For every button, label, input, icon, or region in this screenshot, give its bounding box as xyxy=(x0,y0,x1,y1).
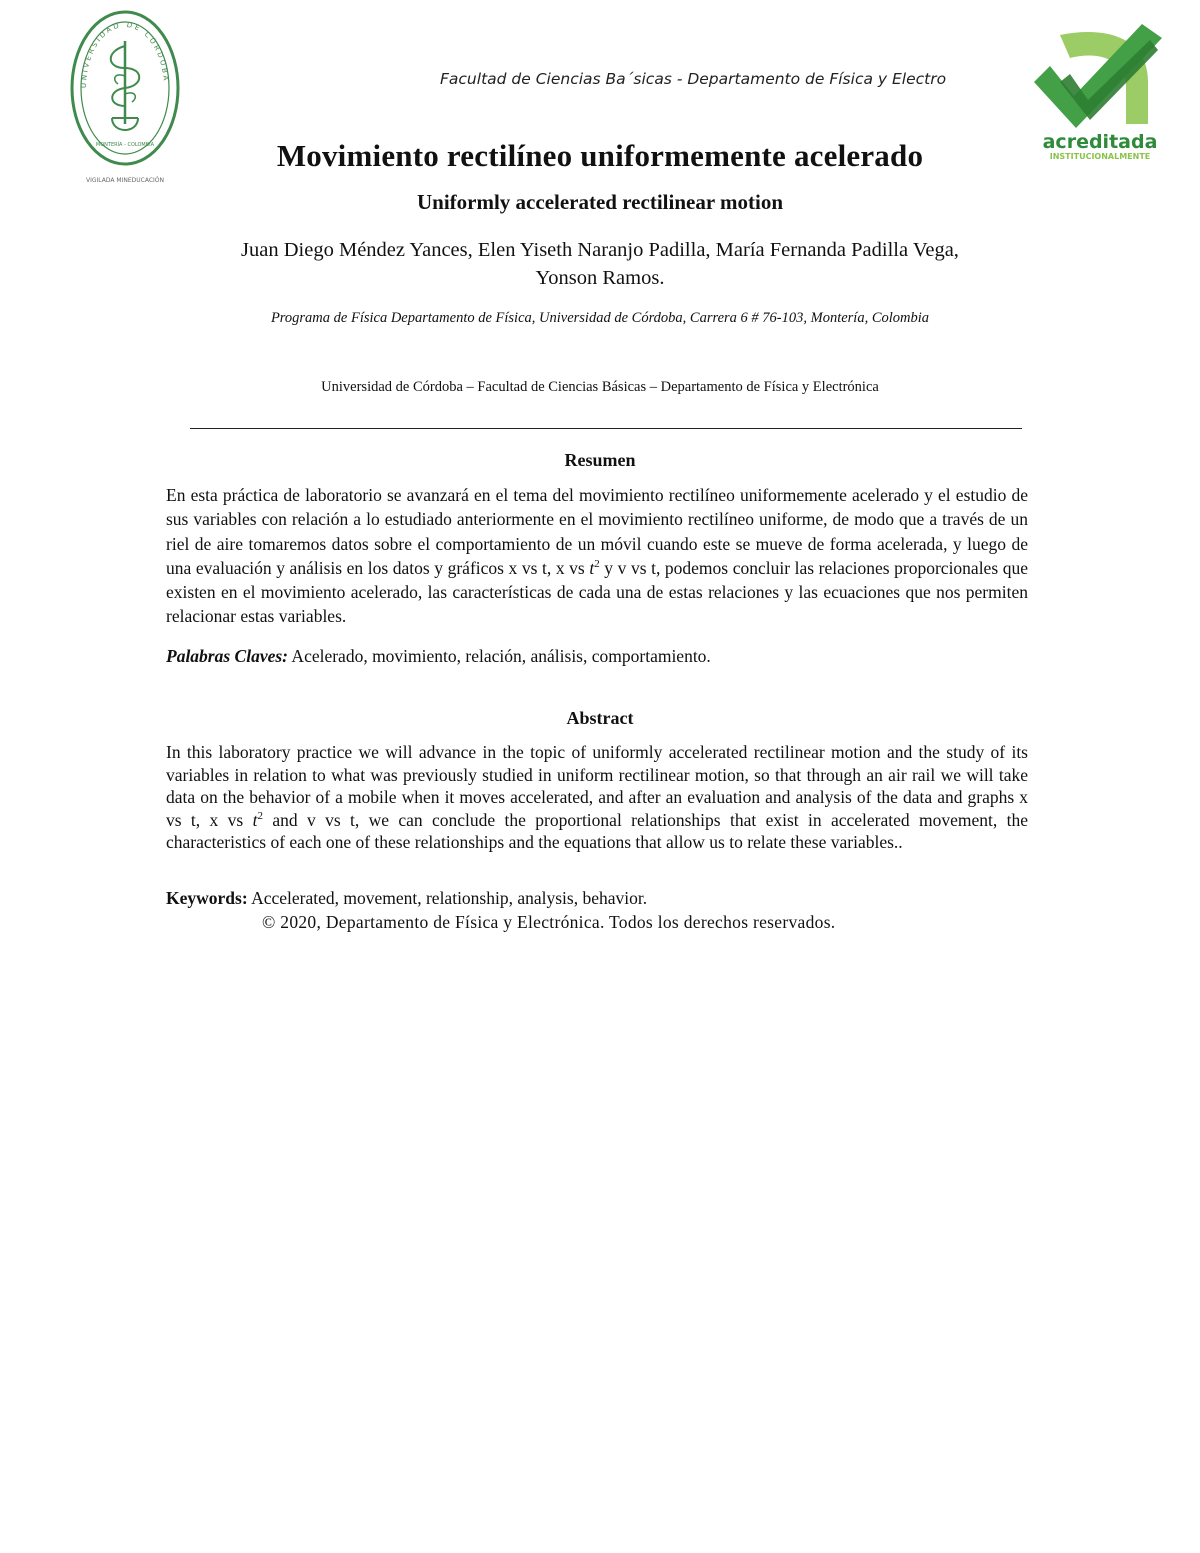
header-divider xyxy=(190,428,1022,429)
authors-line-1: Juan Diego Méndez Yances, Elen Yiseth Naranjo Padilla, María Fernanda Padilla Vega, xyxy=(241,239,959,261)
keywords-line xyxy=(166,888,1028,909)
resumen-heading: Resumen xyxy=(564,450,636,470)
acreditada-logo xyxy=(1030,20,1170,165)
abstract-math-exp: 2 xyxy=(257,809,263,822)
university-line: Universidad de Córdoba – Facultad de Ciencias Básicas – Departamento de Física y Electrónica xyxy=(321,379,879,395)
resumen-text-2: y v vs t, podemos concluir las relaciones proporcionales que existen en el movimiento acelerado, las características de cada una de estas relaciones y las ecuaciones que nos permiten relacionar estas variables. xyxy=(166,557,1028,627)
palabras-claves-line xyxy=(166,646,1028,667)
acreditada-word: acreditada xyxy=(1042,131,1158,153)
keywords-label: Keywords: xyxy=(166,888,248,908)
paper-affiliation: Programa de Física Departamento de Física, Universidad de Córdoba, Carrera 6 # 76-103, Montería, Colombia xyxy=(270,310,930,326)
palabras-claves-values: Acelerado, movimiento, relación, análisis, comportamiento. xyxy=(288,646,711,666)
paper-subtitle: Uniformly accelerated rectilinear motion xyxy=(416,190,784,214)
resumen-body xyxy=(166,483,1028,629)
palabras-claves-label: Palabras Claves: xyxy=(166,646,289,666)
paper-authors xyxy=(150,236,1050,292)
abstract-math-t: t xyxy=(252,809,258,830)
abstract-text-1: In this laboratory practice we will advance in the topic of uniformly accelerated rectilinear motion and the study of its variables in relation to what was previously studied in uniform rectilinear motion, so that through an air rail we will take data on the behavior of a mobile when it moves accelerated, and after an evaluation and analysis of the data and graphs x vs t, x vs xyxy=(166,742,1028,830)
copyright-notice: © 2020, Departamento de Física y Electrónica. Todos los derechos reservados. xyxy=(262,912,836,932)
abstract-body xyxy=(166,741,1028,854)
resumen-math-exp: 2 xyxy=(594,558,600,571)
seal-caption: VIGILADA MINEDUCACIÓN xyxy=(86,177,164,184)
resumen-text-1: En esta práctica de laboratorio se avanzará en el tema del movimiento rectilíneo uniformemente acelerado y el estudio de sus variables con relación a lo estudiado anteriormente en el movimiento rectilíneo uniforme, de modo que a través de un riel de aire tomaremos datos sobre el comportamiento de un móvil cuando este se mueve de forma acelerada, y luego de una evaluación y análisis en los datos y gráficos x vs t, x vs xyxy=(166,485,1028,578)
abstract-heading: Abstract xyxy=(566,708,634,728)
keywords-values: Accelerated, movement, relationship, analysis, behavior. xyxy=(247,888,648,908)
paper-title: Movimiento rectilíneo uniformemente acelerado xyxy=(276,138,924,173)
acreditada-subtext: INSTITUCIONALMENTE xyxy=(1049,152,1151,161)
authors-line-2: Yonson Ramos. xyxy=(535,267,665,289)
header-faculty-line: Facultad de Ciencias Ba´sicas - Departamento de Física y Electro xyxy=(440,70,947,88)
seal-subtext: MONTERÍA - COLOMBIA xyxy=(95,142,155,148)
resumen-math-t: t xyxy=(589,557,595,578)
abstract-text-2: and v vs t, we can conclude the proportional relationships that exist in accelerated movement, the characteristics of each one of these relationships and the equations that allow us to relate these variables.. xyxy=(166,809,1028,853)
seal-text: UNIVERSIDAD DE CÓRDOBA xyxy=(79,20,170,89)
